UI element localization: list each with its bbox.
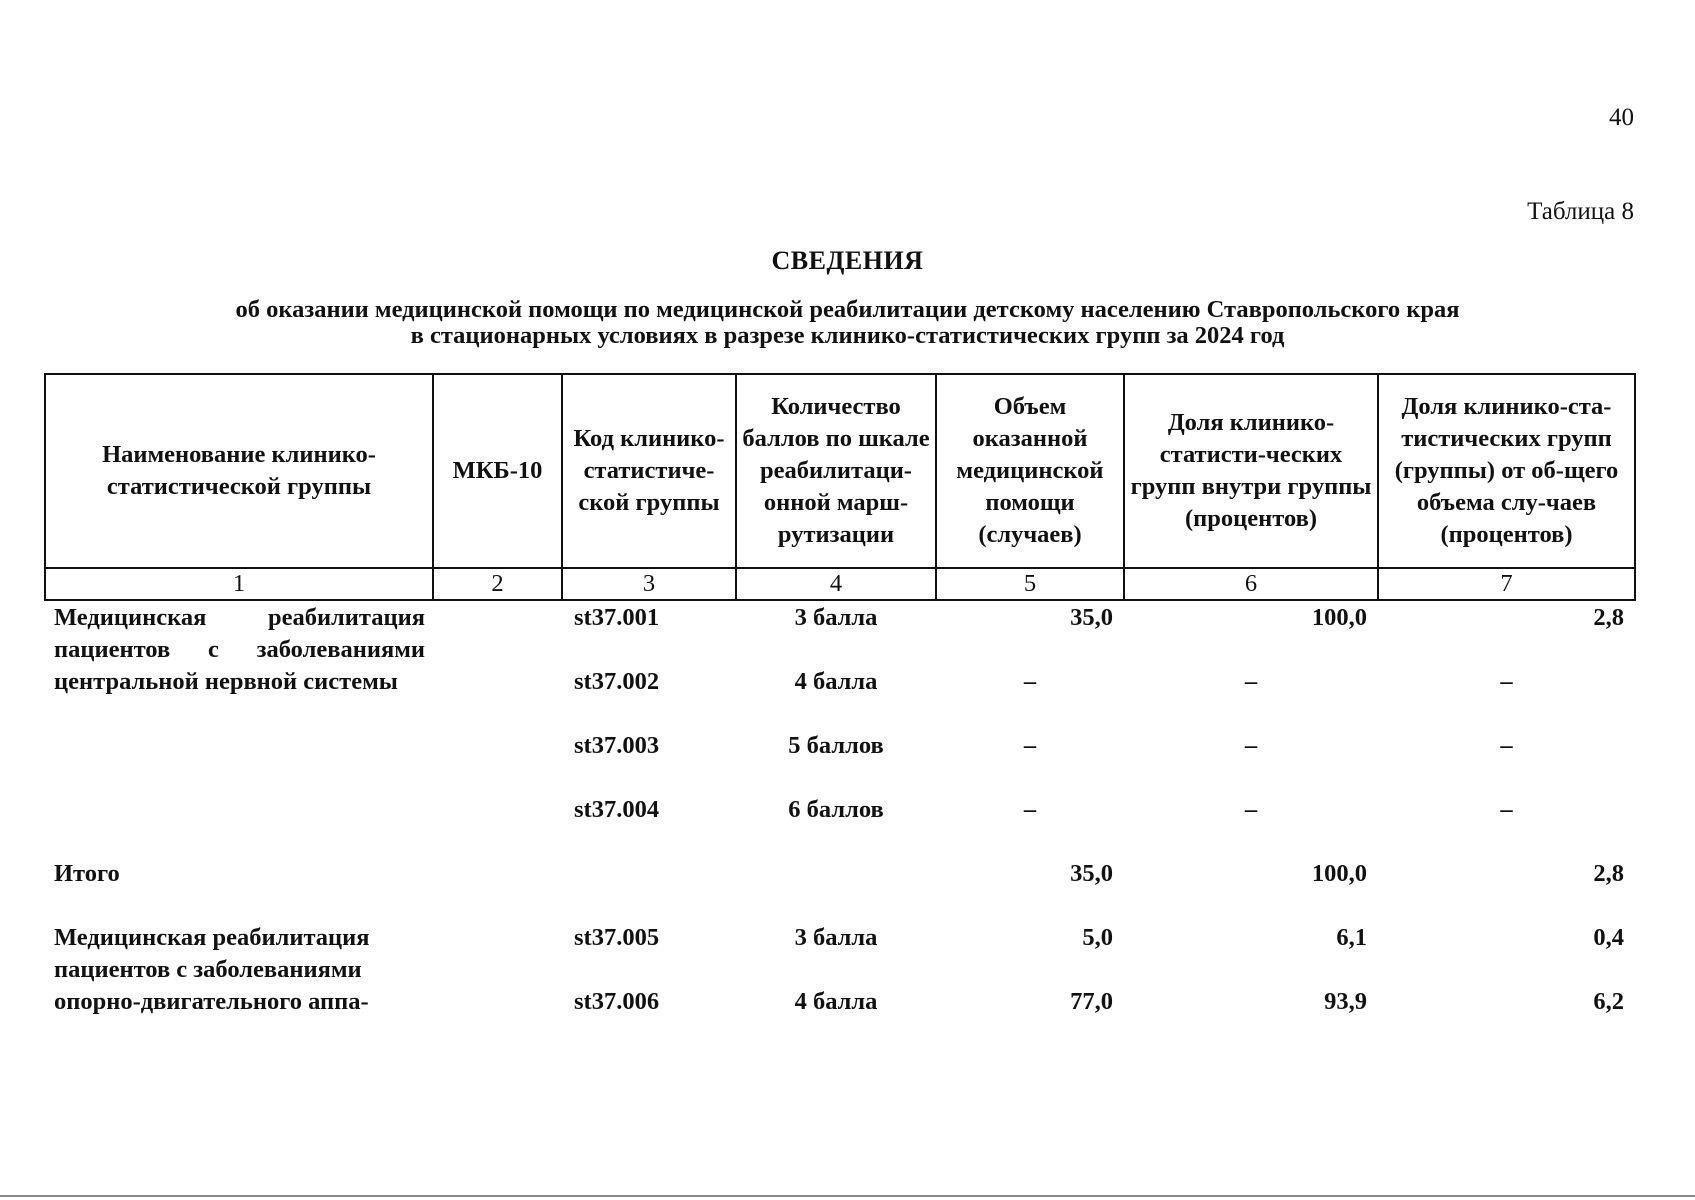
share-total-cell: 0,4: [1593, 924, 1624, 951]
icd10-cell: [433, 922, 562, 986]
subtitle-line-1: об оказании медицинской помощи по медицинской реабилитации детскому населению Ставропольского края: [235, 296, 1460, 323]
column-number: 1: [45, 568, 433, 600]
page-number: 40: [1609, 104, 1634, 131]
group-code-cell: st37.005: [574, 924, 660, 951]
share-within-cell: –: [1244, 668, 1258, 695]
header-share-total: Доля клинико-ста-тистических групп (группы) от об-щего объема слу-чаев (процентов): [1378, 374, 1635, 568]
column-number: 4: [736, 568, 936, 600]
score-cell: 5 баллов: [788, 732, 884, 759]
icd10-cell: [433, 730, 562, 794]
group-name-cell: Медицинская реабилитация пациентов с заболеваниями центральной нервной системы: [54, 604, 425, 695]
volume-cell: –: [1023, 668, 1037, 695]
header-volume: Объем оказанной медицинской помощи (случаев): [936, 374, 1124, 568]
score-cell: 3 балла: [794, 924, 878, 951]
icd10-cell: [433, 986, 562, 1050]
share-within-cell: 100,0: [1311, 604, 1367, 631]
group-name-cell: [45, 794, 433, 858]
table-label: Таблица 8: [1527, 198, 1634, 225]
score-cell: 4 балла: [794, 668, 878, 695]
volume-cell: –: [1023, 796, 1037, 823]
header-icd10: МКБ-10: [433, 374, 562, 568]
table-row: [45, 730, 1635, 794]
header-group-name: Наименование клинико-статистической группы: [45, 374, 433, 568]
column-number: 7: [1378, 568, 1635, 600]
score-cell: 3 балла: [794, 604, 878, 631]
score-cell: 4 балла: [794, 988, 878, 1015]
header-share-within: Доля клинико-статисти-ческих групп внутри группы (процентов): [1124, 374, 1378, 568]
group-name-cell: Медицинская реабилитация пациентов с заболеваниями опорно-двигательного аппа-: [54, 924, 370, 1015]
total-row: [45, 858, 1635, 922]
page-bottom-rule: [0, 1195, 1695, 1197]
column-number: 5: [936, 568, 1124, 600]
group-name-cell: [45, 730, 433, 794]
icd10-cell: [433, 600, 562, 666]
rehabilitation-table: [44, 373, 1636, 1050]
share-within-cell: –: [1244, 732, 1258, 759]
group-code-cell: st37.001: [574, 604, 660, 631]
column-number: 2: [433, 568, 562, 600]
share-total-cell: –: [1500, 796, 1513, 823]
share-total-cell: 2,8: [1593, 860, 1624, 887]
group-code-cell: st37.002: [574, 668, 660, 695]
share-total-cell: 6,2: [1593, 988, 1624, 1015]
header-score: Количество баллов по шкале реабилитаци-онной марш-рутизации: [736, 374, 936, 568]
document-subtitle: [100, 297, 1595, 349]
group-code-cell: [562, 858, 736, 922]
header-row: [45, 374, 1635, 568]
column-number: 3: [562, 568, 736, 600]
subtitle-line-2: в стационарных условиях в разрезе клинико-статистических групп за 2024 год: [410, 322, 1285, 349]
share-within-cell: 93,9: [1324, 988, 1367, 1015]
volume-cell: 5,0: [1082, 924, 1113, 951]
volume-cell: –: [1023, 732, 1037, 759]
column-number: 6: [1124, 568, 1378, 600]
group-code-cell: st37.006: [574, 988, 660, 1015]
share-total-cell: –: [1500, 732, 1513, 759]
total-label: Итого: [54, 860, 120, 887]
share-within-cell: 6,1: [1336, 924, 1367, 951]
icd10-cell: [433, 858, 562, 922]
group-code-cell: st37.003: [574, 732, 660, 759]
group-code-cell: st37.004: [574, 796, 660, 823]
score-cell: 6 баллов: [788, 796, 884, 823]
volume-cell: 35,0: [1070, 604, 1113, 631]
volume-cell: 77,0: [1070, 988, 1113, 1015]
score-cell: [736, 858, 936, 922]
share-within-cell: –: [1244, 796, 1258, 823]
share-total-cell: –: [1500, 668, 1513, 695]
table-row: [45, 922, 1635, 986]
icd10-cell: [433, 666, 562, 730]
column-number-row: [45, 568, 1635, 600]
share-within-cell: 100,0: [1311, 860, 1367, 887]
table-row: [45, 794, 1635, 858]
document-title: СВЕДЕНИЯ: [771, 246, 924, 275]
header-group-code: Код клинико-статистиче-ской группы: [562, 374, 736, 568]
share-total-cell: 2,8: [1593, 604, 1624, 631]
volume-cell: 35,0: [1070, 860, 1113, 887]
table-row: [45, 600, 1635, 666]
icd10-cell: [433, 794, 562, 858]
